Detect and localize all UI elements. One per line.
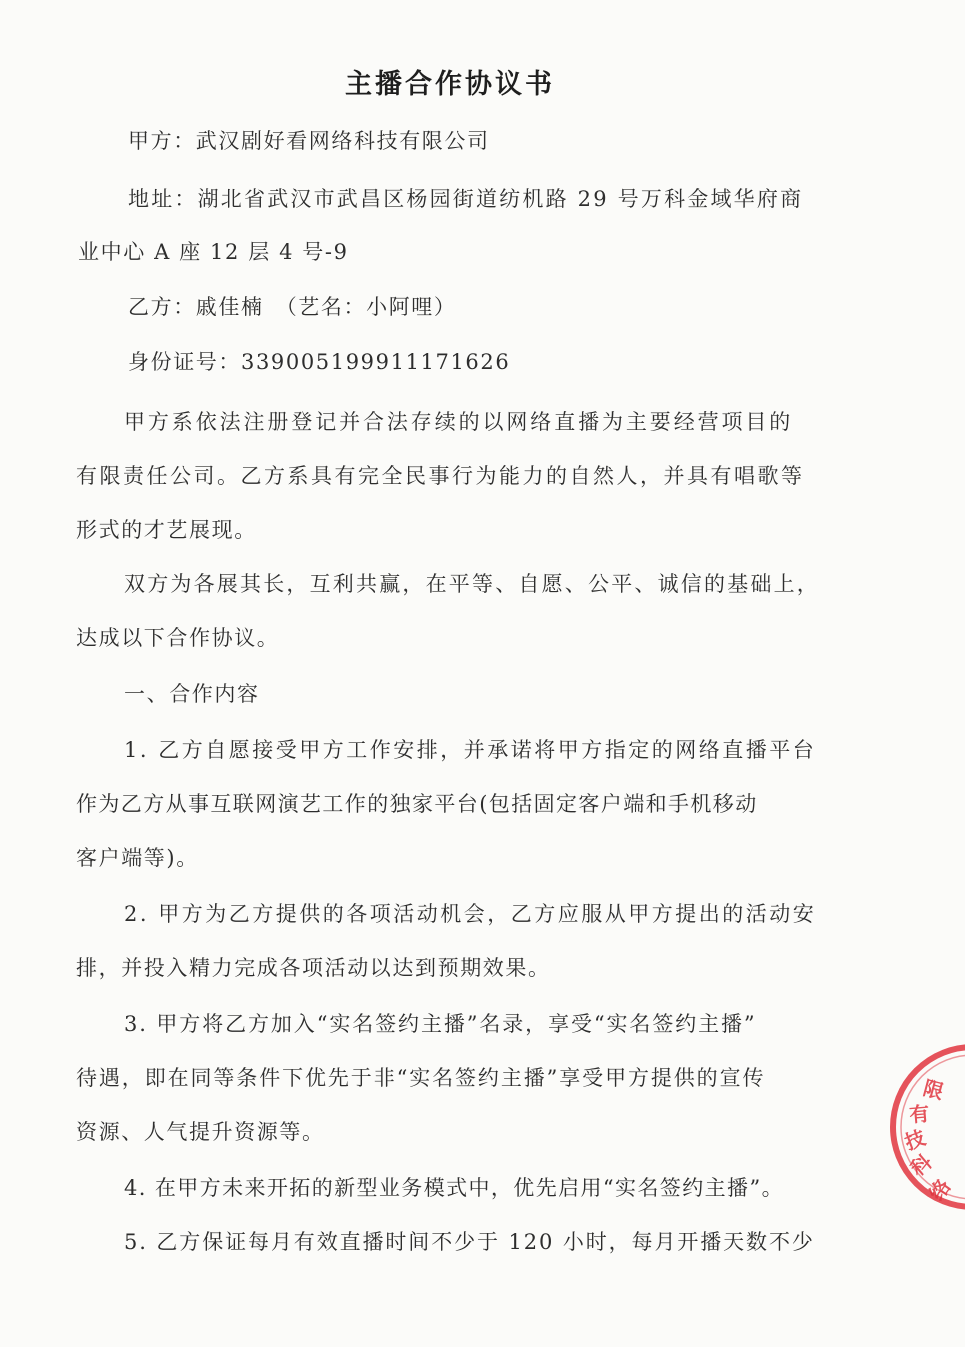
address-line: 地址：湖北省武汉市武昌区杨园街道纺机路 29 号万科金域华府商	[128, 187, 804, 211]
address-line-continued: 业中心 A 座 12 层 4 号-9	[78, 240, 349, 264]
paragraph-line: 达成以下合作协议。	[76, 626, 280, 650]
clause-line: 资源、人气提升资源等。	[76, 1120, 325, 1144]
clause-line: 5. 乙方保证每月有效直播时间不少于 120 小时，每月开播天数不少	[124, 1230, 815, 1254]
section-heading: 一、合作内容	[124, 682, 260, 706]
party-b-line: 乙方：戚佳楠 （艺名：小阿哩）	[128, 295, 457, 319]
clause-line: 客户端等)。	[76, 846, 199, 870]
clause-line: 4. 在甲方未来开拓的新型业务模式中，优先启用“实名签约主播”。	[124, 1176, 784, 1200]
svg-text:有: 有	[908, 1101, 931, 1127]
svg-text:科: 科	[905, 1149, 937, 1181]
id-number-line: 身份证号：339005199911171626	[128, 350, 511, 374]
clause-line: 待遇，即在同等条件下优先于非“实名签约主播”享受甲方提供的宣传	[76, 1066, 766, 1090]
clause-line: 3. 甲方将乙方加入“实名签约主播”名录，享受“实名签约主播”	[124, 1012, 757, 1036]
paragraph-line: 甲方系依法注册登记并合法存续的以网络直播为主要经营项目的	[124, 410, 794, 434]
paragraph-line: 双方为各展其长，互利共赢，在平等、自愿、公平、诚信的基础上，	[124, 572, 820, 596]
clause-line: 作为乙方从事互联网演艺工作的独家平台(包括固定客户端和手机移动	[76, 792, 758, 816]
svg-text:络: 络	[924, 1174, 956, 1205]
clause-line: 2. 甲方为乙方提供的各项活动机会，乙方应服从甲方提出的活动安	[124, 902, 817, 926]
party-a-line: 甲方：武汉剧好看网络科技有限公司	[128, 129, 490, 153]
svg-text:技: 技	[901, 1125, 929, 1155]
paragraph-line: 形式的才艺展现。	[76, 518, 257, 542]
company-seal-stamp	[888, 1042, 965, 1212]
clause-line: 排，并投入精力完成各项活动以达到预期效果。	[76, 956, 551, 980]
svg-text:限: 限	[920, 1075, 947, 1105]
clause-line: 1. 乙方自愿接受甲方工作安排，并承诺将甲方指定的网络直播平台	[124, 738, 817, 762]
paragraph-line: 有限责任公司。乙方系具有完全民事行为能力的自然人，并具有唱歌等	[76, 464, 805, 488]
document-title: 主播合作协议书	[345, 69, 555, 100]
